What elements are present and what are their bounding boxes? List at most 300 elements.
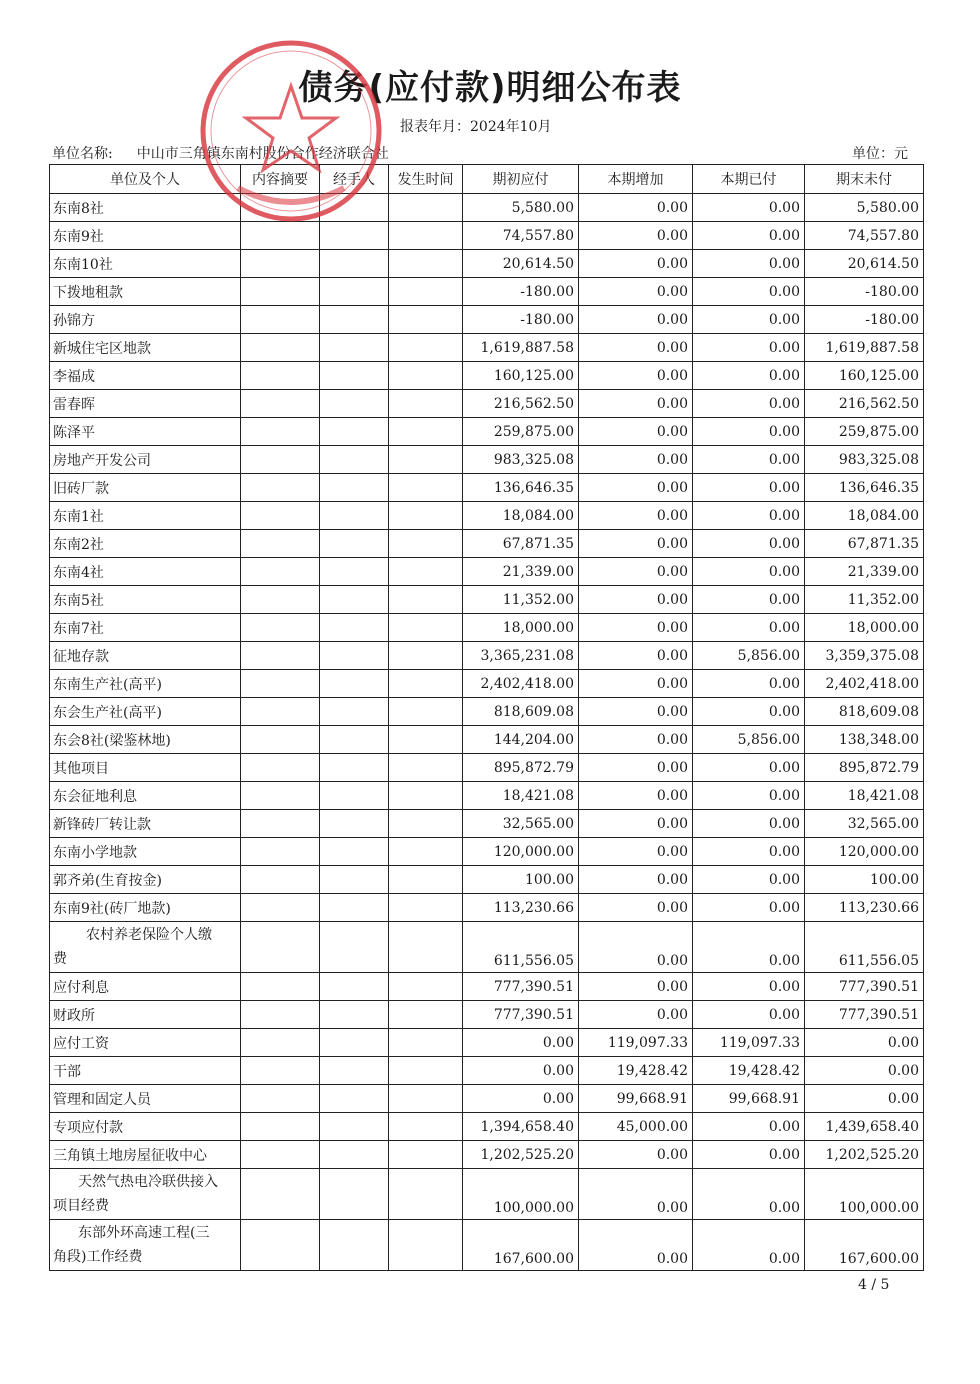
period-increase: 0.00 bbox=[579, 446, 693, 474]
closing-unpaid: 20,614.50 bbox=[805, 250, 924, 278]
handler-cell bbox=[320, 670, 389, 698]
period-paid: 0.00 bbox=[693, 754, 805, 782]
handler-cell bbox=[320, 1085, 389, 1113]
period-paid: 0.00 bbox=[693, 334, 805, 362]
summary-cell bbox=[241, 866, 320, 894]
closing-unpaid: 18,421.08 bbox=[805, 782, 924, 810]
closing-unpaid: -180.00 bbox=[805, 306, 924, 334]
closing-unpaid: 1,202,525.20 bbox=[805, 1141, 924, 1169]
closing-unpaid: 983,325.08 bbox=[805, 446, 924, 474]
handler-cell bbox=[320, 838, 389, 866]
summary-cell bbox=[241, 278, 320, 306]
date-cell bbox=[389, 586, 463, 614]
handler-cell bbox=[320, 222, 389, 250]
entity-name: 下拨地租款 bbox=[50, 278, 241, 306]
closing-unpaid: 113,230.66 bbox=[805, 894, 924, 922]
summary-cell bbox=[241, 474, 320, 502]
table-row bbox=[50, 278, 924, 306]
entity-name: 其他项目 bbox=[50, 754, 241, 782]
header-handler: 经手人 bbox=[320, 165, 389, 194]
entity-name: 东南9社(砖厂地款) bbox=[50, 894, 241, 922]
summary-cell bbox=[241, 390, 320, 418]
period-paid: 0.00 bbox=[693, 250, 805, 278]
opening-payable: 611,556.05 bbox=[463, 922, 579, 973]
table-row bbox=[50, 446, 924, 474]
header-period-increase: 本期增加 bbox=[579, 165, 693, 194]
handler-cell bbox=[320, 698, 389, 726]
handler-cell bbox=[320, 1057, 389, 1085]
period-increase: 0.00 bbox=[579, 362, 693, 390]
table-row bbox=[50, 810, 924, 838]
period-paid: 0.00 bbox=[693, 278, 805, 306]
table-row bbox=[50, 1029, 924, 1057]
table-row bbox=[50, 1169, 924, 1220]
table-row bbox=[50, 726, 924, 754]
entity-name: 东南2社 bbox=[50, 530, 241, 558]
period-increase: 0.00 bbox=[579, 586, 693, 614]
period-increase: 0.00 bbox=[579, 1141, 693, 1169]
handler-cell bbox=[320, 782, 389, 810]
handler-cell bbox=[320, 754, 389, 782]
entity-name: 东会8社(梁鉴林地) bbox=[50, 726, 241, 754]
unit-name-label: 单位名称: bbox=[52, 146, 113, 162]
opening-payable: 67,871.35 bbox=[463, 530, 579, 558]
summary-cell bbox=[241, 1113, 320, 1141]
date-cell bbox=[389, 474, 463, 502]
entity-name: 新锋砖厂转让款 bbox=[50, 810, 241, 838]
date-cell bbox=[389, 530, 463, 558]
opening-payable: 0.00 bbox=[463, 1029, 579, 1057]
table-row bbox=[50, 754, 924, 782]
entity-name: 东会征地利息 bbox=[50, 782, 241, 810]
handler-cell bbox=[320, 866, 389, 894]
opening-payable: 120,000.00 bbox=[463, 838, 579, 866]
summary-cell bbox=[241, 726, 320, 754]
closing-unpaid: 74,557.80 bbox=[805, 222, 924, 250]
summary-cell bbox=[241, 1220, 320, 1271]
closing-unpaid: 167,600.00 bbox=[805, 1220, 924, 1271]
closing-unpaid: 11,352.00 bbox=[805, 586, 924, 614]
summary-cell bbox=[241, 782, 320, 810]
period-paid: 0.00 bbox=[693, 670, 805, 698]
header-period-paid: 本期已付 bbox=[693, 165, 805, 194]
period-increase: 0.00 bbox=[579, 922, 693, 973]
handler-cell bbox=[320, 278, 389, 306]
closing-unpaid: 259,875.00 bbox=[805, 418, 924, 446]
period-increase: 0.00 bbox=[579, 810, 693, 838]
entity-name: 新城住宅区地款 bbox=[50, 334, 241, 362]
period-increase: 0.00 bbox=[579, 530, 693, 558]
closing-unpaid: 611,556.05 bbox=[805, 922, 924, 973]
summary-cell bbox=[241, 530, 320, 558]
closing-unpaid: 0.00 bbox=[805, 1057, 924, 1085]
period-increase: 0.00 bbox=[579, 418, 693, 446]
period-increase: 0.00 bbox=[579, 973, 693, 1001]
table-row bbox=[50, 1001, 924, 1029]
period-increase: 0.00 bbox=[579, 278, 693, 306]
closing-unpaid: 1,439,658.40 bbox=[805, 1113, 924, 1141]
date-cell bbox=[389, 670, 463, 698]
closing-unpaid: 136,646.35 bbox=[805, 474, 924, 502]
entity-name-line-2: 项目经费 bbox=[53, 1198, 109, 1214]
opening-payable: 259,875.00 bbox=[463, 418, 579, 446]
date-cell bbox=[389, 1029, 463, 1057]
entity-name: 东南8社 bbox=[50, 194, 241, 222]
handler-cell bbox=[320, 614, 389, 642]
header-entity: 单位及个人 bbox=[50, 165, 241, 194]
handler-cell bbox=[320, 306, 389, 334]
header-summary: 内容摘要 bbox=[241, 165, 320, 194]
entity-name-line-2: 费 bbox=[53, 951, 67, 967]
period-increase: 19,428.42 bbox=[579, 1057, 693, 1085]
date-cell bbox=[389, 1085, 463, 1113]
entity-name: 东南10社 bbox=[50, 250, 241, 278]
closing-unpaid: 160,125.00 bbox=[805, 362, 924, 390]
entity-name bbox=[50, 1220, 241, 1271]
summary-cell bbox=[241, 1169, 320, 1220]
page-title: 债务(应付款)明细公布表 bbox=[298, 68, 682, 108]
summary-cell bbox=[241, 698, 320, 726]
summary-cell bbox=[241, 222, 320, 250]
period-increase: 0.00 bbox=[579, 1001, 693, 1029]
period-paid: 99,668.91 bbox=[693, 1085, 805, 1113]
period-paid: 0.00 bbox=[693, 1141, 805, 1169]
closing-unpaid: 0.00 bbox=[805, 1029, 924, 1057]
opening-payable: 160,125.00 bbox=[463, 362, 579, 390]
handler-cell bbox=[320, 334, 389, 362]
opening-payable: 18,084.00 bbox=[463, 502, 579, 530]
closing-unpaid: 21,339.00 bbox=[805, 558, 924, 586]
period-increase: 0.00 bbox=[579, 558, 693, 586]
summary-cell bbox=[241, 754, 320, 782]
closing-unpaid: 1,619,887.58 bbox=[805, 334, 924, 362]
date-cell bbox=[389, 306, 463, 334]
period-paid: 0.00 bbox=[693, 1169, 805, 1220]
handler-cell bbox=[320, 1113, 389, 1141]
opening-payable: 18,421.08 bbox=[463, 782, 579, 810]
table-row bbox=[50, 922, 924, 973]
closing-unpaid: 120,000.00 bbox=[805, 838, 924, 866]
table-row bbox=[50, 866, 924, 894]
handler-cell bbox=[320, 894, 389, 922]
date-cell bbox=[389, 418, 463, 446]
official-seal-stamp bbox=[198, 38, 384, 224]
table-row bbox=[50, 1057, 924, 1085]
table-row bbox=[50, 250, 924, 278]
opening-payable: 167,600.00 bbox=[463, 1220, 579, 1271]
date-cell bbox=[389, 866, 463, 894]
period-paid: 0.00 bbox=[693, 194, 805, 222]
entity-name: 东南1社 bbox=[50, 502, 241, 530]
period-paid: 5,856.00 bbox=[693, 726, 805, 754]
table-row bbox=[50, 1113, 924, 1141]
date-cell bbox=[389, 1141, 463, 1169]
opening-payable: 20,614.50 bbox=[463, 250, 579, 278]
opening-payable: 1,202,525.20 bbox=[463, 1141, 579, 1169]
closing-unpaid: 895,872.79 bbox=[805, 754, 924, 782]
period-increase: 0.00 bbox=[579, 642, 693, 670]
entity-name: 东南小学地款 bbox=[50, 838, 241, 866]
handler-cell bbox=[320, 362, 389, 390]
entity-name bbox=[50, 922, 241, 973]
table-row bbox=[50, 586, 924, 614]
opening-payable: 777,390.51 bbox=[463, 973, 579, 1001]
date-cell bbox=[389, 810, 463, 838]
period-paid: 0.00 bbox=[693, 1220, 805, 1271]
period-increase: 0.00 bbox=[579, 614, 693, 642]
table-row bbox=[50, 334, 924, 362]
summary-cell bbox=[241, 334, 320, 362]
period-paid: 5,856.00 bbox=[693, 642, 805, 670]
entity-name-line-2: 角段)工作经费 bbox=[53, 1249, 143, 1265]
date-cell bbox=[389, 222, 463, 250]
entity-name: 东南5社 bbox=[50, 586, 241, 614]
table-row bbox=[50, 782, 924, 810]
opening-payable: 144,204.00 bbox=[463, 726, 579, 754]
summary-cell bbox=[241, 1029, 320, 1057]
opening-payable: -180.00 bbox=[463, 306, 579, 334]
table-row bbox=[50, 558, 924, 586]
table-row bbox=[50, 418, 924, 446]
handler-cell bbox=[320, 642, 389, 670]
summary-cell bbox=[241, 362, 320, 390]
entity-name: 干部 bbox=[50, 1057, 241, 1085]
page-number: 4 / 5 bbox=[858, 1277, 890, 1293]
date-cell bbox=[389, 1169, 463, 1220]
handler-cell bbox=[320, 1029, 389, 1057]
summary-cell bbox=[241, 614, 320, 642]
date-cell bbox=[389, 1057, 463, 1085]
date-cell bbox=[389, 754, 463, 782]
date-cell bbox=[389, 698, 463, 726]
period-paid: 0.00 bbox=[693, 838, 805, 866]
period-paid: 0.00 bbox=[693, 922, 805, 973]
entity-name: 旧砖厂款 bbox=[50, 474, 241, 502]
period-increase: 0.00 bbox=[579, 1169, 693, 1220]
closing-unpaid: 818,609.08 bbox=[805, 698, 924, 726]
period-paid: 0.00 bbox=[693, 502, 805, 530]
handler-cell bbox=[320, 502, 389, 530]
summary-cell bbox=[241, 306, 320, 334]
closing-unpaid: 18,084.00 bbox=[805, 502, 924, 530]
closing-unpaid: 2,402,418.00 bbox=[805, 670, 924, 698]
handler-cell bbox=[320, 474, 389, 502]
opening-payable: 2,402,418.00 bbox=[463, 670, 579, 698]
date-cell bbox=[389, 502, 463, 530]
opening-payable: 818,609.08 bbox=[463, 698, 579, 726]
entity-name: 东南9社 bbox=[50, 222, 241, 250]
opening-payable: 100,000.00 bbox=[463, 1169, 579, 1220]
period-paid: 0.00 bbox=[693, 894, 805, 922]
summary-cell bbox=[241, 418, 320, 446]
period-paid: 19,428.42 bbox=[693, 1057, 805, 1085]
entity-name: 应付工资 bbox=[50, 1029, 241, 1057]
currency-unit: 单位：元 bbox=[852, 146, 908, 162]
closing-unpaid: -180.00 bbox=[805, 278, 924, 306]
entity-name: 孙锦方 bbox=[50, 306, 241, 334]
table-row bbox=[50, 1220, 924, 1271]
period-paid: 0.00 bbox=[693, 530, 805, 558]
period-paid: 0.00 bbox=[693, 474, 805, 502]
date-cell bbox=[389, 782, 463, 810]
period-increase: 0.00 bbox=[579, 502, 693, 530]
closing-unpaid: 18,000.00 bbox=[805, 614, 924, 642]
summary-cell bbox=[241, 502, 320, 530]
handler-cell bbox=[320, 810, 389, 838]
period-paid: 0.00 bbox=[693, 222, 805, 250]
date-cell bbox=[389, 894, 463, 922]
date-cell bbox=[389, 278, 463, 306]
date-cell bbox=[389, 250, 463, 278]
table-row bbox=[50, 670, 924, 698]
summary-cell bbox=[241, 838, 320, 866]
opening-payable: 18,000.00 bbox=[463, 614, 579, 642]
handler-cell bbox=[320, 973, 389, 1001]
entity-name: 东南4社 bbox=[50, 558, 241, 586]
period-paid: 0.00 bbox=[693, 973, 805, 1001]
report-period: 报表年月：2024年10月 bbox=[400, 119, 552, 135]
period-increase: 0.00 bbox=[579, 1220, 693, 1271]
date-cell bbox=[389, 922, 463, 973]
closing-unpaid: 216,562.50 bbox=[805, 390, 924, 418]
opening-payable: 113,230.66 bbox=[463, 894, 579, 922]
period-paid: 0.00 bbox=[693, 866, 805, 894]
entity-name: 李福成 bbox=[50, 362, 241, 390]
date-cell bbox=[389, 334, 463, 362]
opening-payable: 777,390.51 bbox=[463, 1001, 579, 1029]
handler-cell bbox=[320, 1001, 389, 1029]
entity-name bbox=[50, 1169, 241, 1220]
table-row bbox=[50, 1141, 924, 1169]
table-row bbox=[50, 306, 924, 334]
period-paid: 0.00 bbox=[693, 782, 805, 810]
period-increase: 99,668.91 bbox=[579, 1085, 693, 1113]
summary-cell bbox=[241, 1085, 320, 1113]
opening-payable: 3,365,231.08 bbox=[463, 642, 579, 670]
period-paid: 0.00 bbox=[693, 810, 805, 838]
closing-unpaid: 777,390.51 bbox=[805, 1001, 924, 1029]
period-paid: 0.00 bbox=[693, 698, 805, 726]
date-cell bbox=[389, 390, 463, 418]
period-increase: 0.00 bbox=[579, 754, 693, 782]
table-row bbox=[50, 390, 924, 418]
period-increase: 0.00 bbox=[579, 866, 693, 894]
table-row bbox=[50, 698, 924, 726]
summary-cell bbox=[241, 586, 320, 614]
period-paid: 0.00 bbox=[693, 1113, 805, 1141]
summary-cell bbox=[241, 973, 320, 1001]
period-increase: 45,000.00 bbox=[579, 1113, 693, 1141]
period-increase: 119,097.33 bbox=[579, 1029, 693, 1057]
handler-cell bbox=[320, 1220, 389, 1271]
handler-cell bbox=[320, 250, 389, 278]
period-paid: 0.00 bbox=[693, 362, 805, 390]
period-paid: 0.00 bbox=[693, 390, 805, 418]
closing-unpaid: 777,390.51 bbox=[805, 973, 924, 1001]
period-increase: 0.00 bbox=[579, 698, 693, 726]
period-paid: 0.00 bbox=[693, 586, 805, 614]
opening-payable: 32,565.00 bbox=[463, 810, 579, 838]
opening-payable: 21,339.00 bbox=[463, 558, 579, 586]
entity-name: 东南生产社(高平) bbox=[50, 670, 241, 698]
opening-payable: 1,394,658.40 bbox=[463, 1113, 579, 1141]
opening-payable: 74,557.80 bbox=[463, 222, 579, 250]
period-paid: 0.00 bbox=[693, 558, 805, 586]
entity-name: 雷春晖 bbox=[50, 390, 241, 418]
period-increase: 0.00 bbox=[579, 306, 693, 334]
table-row bbox=[50, 530, 924, 558]
date-cell bbox=[389, 973, 463, 1001]
unit-name: 中山市三角镇东南村股份合作经济联合社 bbox=[136, 146, 389, 162]
entity-name: 管理和固定人员 bbox=[50, 1085, 241, 1113]
header-opening-payable: 期初应付 bbox=[463, 165, 579, 194]
entity-name: 财政所 bbox=[50, 1001, 241, 1029]
opening-payable: 0.00 bbox=[463, 1085, 579, 1113]
period-increase: 0.00 bbox=[579, 670, 693, 698]
closing-unpaid: 67,871.35 bbox=[805, 530, 924, 558]
handler-cell bbox=[320, 558, 389, 586]
period-paid: 0.00 bbox=[693, 1001, 805, 1029]
period-increase: 0.00 bbox=[579, 726, 693, 754]
entity-name: 三角镇土地房屋征收中心 bbox=[50, 1141, 241, 1169]
table-row bbox=[50, 194, 924, 222]
debt-table bbox=[49, 164, 924, 1271]
entity-name-line-1: 东部外环高速工程(三 bbox=[78, 1225, 210, 1241]
closing-unpaid: 100,000.00 bbox=[805, 1169, 924, 1220]
closing-unpaid: 32,565.00 bbox=[805, 810, 924, 838]
opening-payable: 0.00 bbox=[463, 1057, 579, 1085]
date-cell bbox=[389, 838, 463, 866]
table-row bbox=[50, 1085, 924, 1113]
closing-unpaid: 138,348.00 bbox=[805, 726, 924, 754]
handler-cell bbox=[320, 390, 389, 418]
entity-name: 征地存款 bbox=[50, 642, 241, 670]
table-header-row bbox=[50, 165, 924, 194]
opening-payable: 216,562.50 bbox=[463, 390, 579, 418]
period-increase: 0.00 bbox=[579, 390, 693, 418]
entity-name: 陈泽平 bbox=[50, 418, 241, 446]
summary-cell bbox=[241, 1141, 320, 1169]
entity-name: 专项应付款 bbox=[50, 1113, 241, 1141]
date-cell bbox=[389, 1220, 463, 1271]
table-row bbox=[50, 973, 924, 1001]
date-cell bbox=[389, 1113, 463, 1141]
date-cell bbox=[389, 726, 463, 754]
table-row bbox=[50, 642, 924, 670]
summary-cell bbox=[241, 670, 320, 698]
handler-cell bbox=[320, 446, 389, 474]
period-increase: 0.00 bbox=[579, 194, 693, 222]
summary-cell bbox=[241, 1001, 320, 1029]
entity-name: 郭齐弟(生育按金) bbox=[50, 866, 241, 894]
opening-payable: 1,619,887.58 bbox=[463, 334, 579, 362]
date-cell bbox=[389, 446, 463, 474]
handler-cell bbox=[320, 530, 389, 558]
summary-cell bbox=[241, 642, 320, 670]
closing-unpaid: 5,580.00 bbox=[805, 194, 924, 222]
header-date: 发生时间 bbox=[389, 165, 463, 194]
closing-unpaid: 3,359,375.08 bbox=[805, 642, 924, 670]
handler-cell bbox=[320, 586, 389, 614]
table-row bbox=[50, 838, 924, 866]
period-increase: 0.00 bbox=[579, 334, 693, 362]
closing-unpaid: 0.00 bbox=[805, 1085, 924, 1113]
date-cell bbox=[389, 194, 463, 222]
handler-cell bbox=[320, 922, 389, 973]
summary-cell bbox=[241, 922, 320, 973]
table-row bbox=[50, 222, 924, 250]
period-increase: 0.00 bbox=[579, 894, 693, 922]
